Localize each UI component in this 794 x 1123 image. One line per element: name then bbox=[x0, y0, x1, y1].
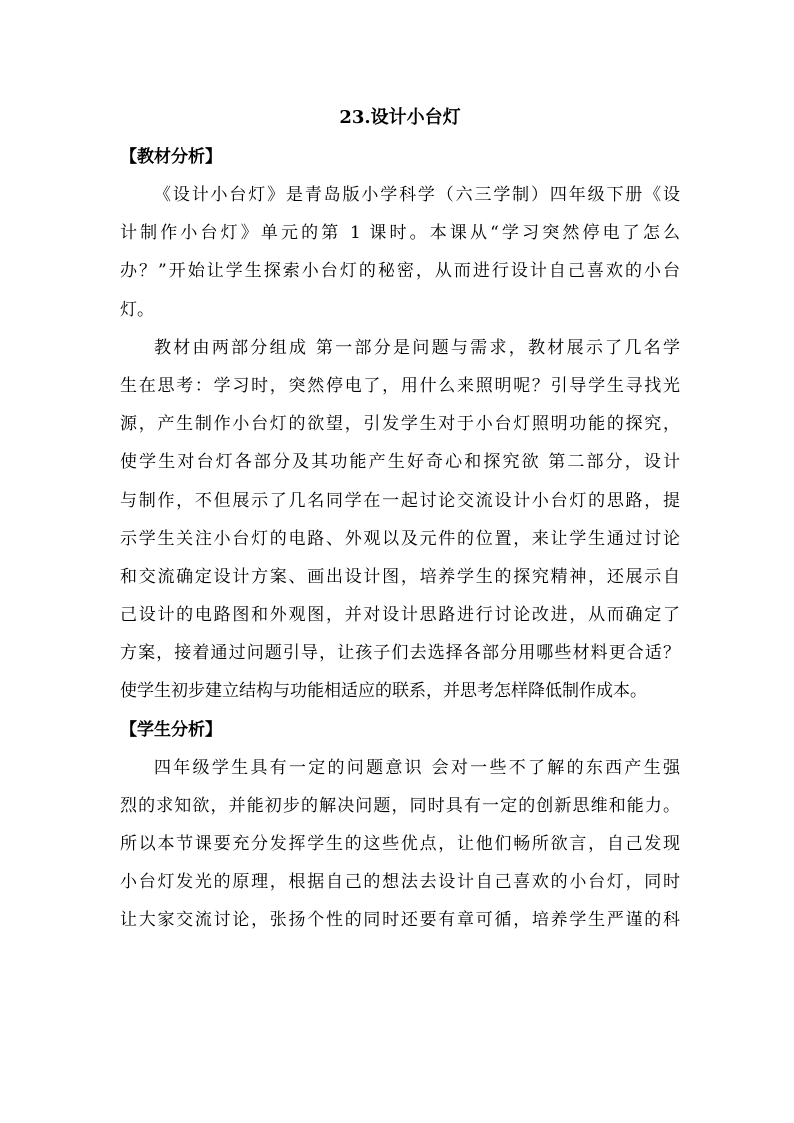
paragraph-textbook-structure bbox=[120, 329, 680, 711]
text-line: 灯。 bbox=[120, 299, 154, 320]
text-line: 教材由两部分组成 第一部分是问题与需求，教材展示了几名学 bbox=[154, 337, 680, 358]
text-line: 与制作，不但展示了几名同学在一起讨论交流设计小台灯的思路，提 bbox=[120, 490, 680, 511]
text-line: 四年级学生具有一定的问题意识 会对一些不了解的东西产生强 bbox=[154, 757, 680, 778]
text-line: 《设计小台灯》是青岛版小学科学（六三学制）四年级下册《设 bbox=[154, 185, 680, 205]
section-heading-student-analysis: 【学生分析】 bbox=[120, 719, 222, 740]
text-line: 方案，接着通过问题引导，让孩子们去选择各部分用哪些材料更合适？ bbox=[120, 643, 680, 664]
text-line: 使学生初步建立结构与功能相适应的联系，并思考怎样降低制作成本。 bbox=[120, 681, 647, 702]
section-heading-textbook-analysis: 【教材分析】 bbox=[120, 147, 222, 167]
text-line: 源，产生制作小台灯的欲望，引发学生对于小台灯照明功能的探究， bbox=[120, 414, 680, 435]
paragraph-textbook-intro bbox=[120, 176, 680, 329]
text-line: 所以本节课要充分发挥学生的这些优点，让他们畅所欲言，自己发现 bbox=[120, 834, 680, 854]
text-line: 和交流确定设计方案、画出设计图，培养学生的探究精神，还展示自 bbox=[120, 566, 680, 587]
text-line: 办？”开始让学生探索小台灯的秘密，从而进行设计自己喜欢的小台 bbox=[120, 261, 680, 282]
text-line: 使学生对台灯各部分及其功能产生好奇心和探究欲 第二部分，设计 bbox=[120, 452, 680, 473]
text-line: 烈的求知欲，并能初步的解决问题，同时具有一定的创新思维和能力。 bbox=[120, 795, 680, 816]
text-line: 生在思考：学习时，突然停电了，用什么来照明呢？引导学生寻找光 bbox=[120, 375, 680, 396]
paragraph-student-analysis bbox=[120, 749, 680, 940]
document-page bbox=[120, 98, 680, 940]
text-line: 让大家交流讨论，张扬个性的同时还要有章可循，培养学生严谨的科 bbox=[120, 910, 680, 931]
text-line: 小台灯发光的原理，根据自己的想法去设计自己喜欢的小台灯，同时 bbox=[120, 872, 680, 893]
text-line: 示学生关注小台灯的电路、外观以及元件的位置，来让学生通过讨论 bbox=[120, 528, 680, 549]
document-title: 23.设计小台灯 bbox=[339, 107, 461, 128]
text-line: 计制作小台灯》单元的第 1 课时。本课从“学习突然停电了怎么 bbox=[120, 223, 680, 244]
text-line: 己设计的电路图和外观图，并对设计思路进行讨论改进，从而确定了 bbox=[120, 605, 680, 626]
